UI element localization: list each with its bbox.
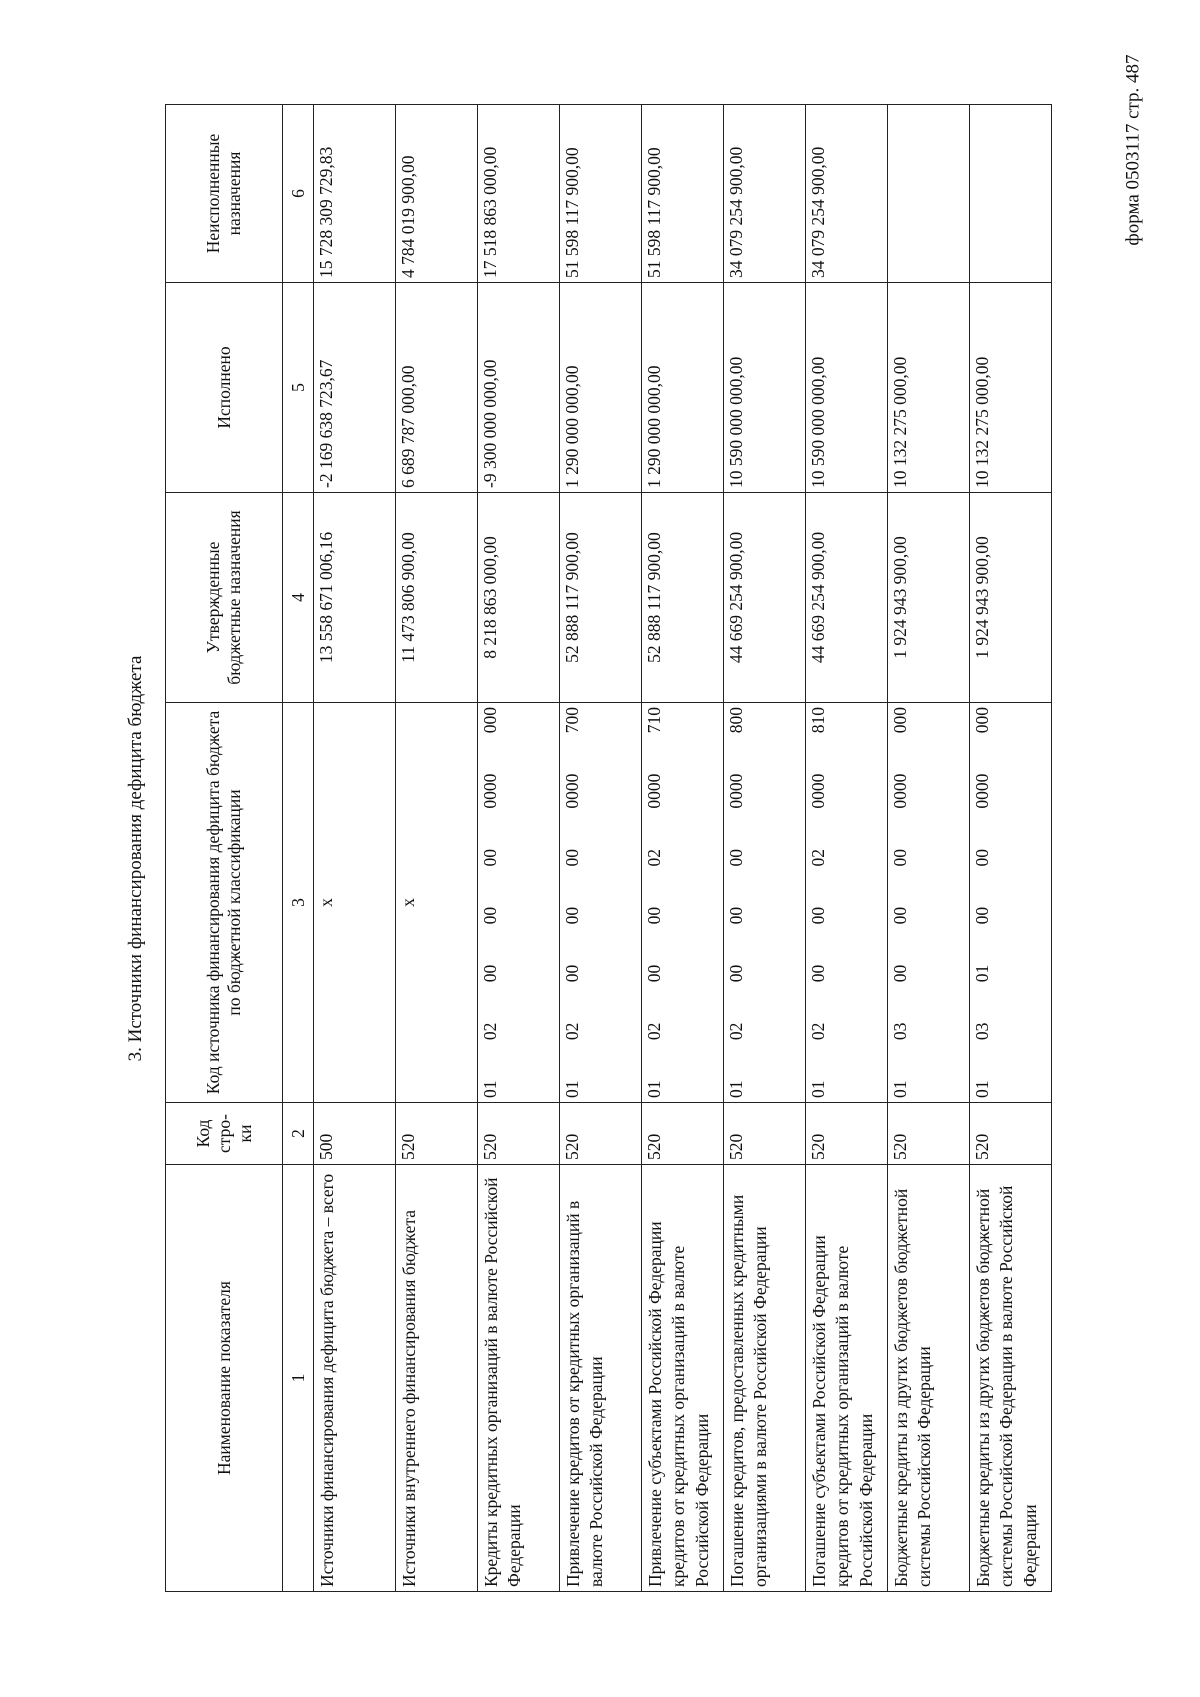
row-approved: 13 558 671 006,16 <box>314 493 396 703</box>
table-row <box>888 105 970 1592</box>
code-part: 03 <box>890 1022 910 1041</box>
code-part: 00 <box>562 964 582 983</box>
code-part: 00 <box>480 849 500 867</box>
row-executed: -9 300 000 000,00 <box>478 283 560 493</box>
row-line-code: 520 <box>560 1103 642 1165</box>
code-part: 0000 <box>972 773 992 809</box>
code-part: 00 <box>890 849 910 867</box>
row-executed: 10 590 000 000,00 <box>806 283 888 493</box>
col-number: 5 <box>283 283 314 493</box>
row-line-code: 520 <box>478 1103 560 1165</box>
code-part: 01 <box>890 1080 910 1098</box>
code-part: 01 <box>972 964 992 983</box>
row-name: Привлечение кредитов от кредитных организаций в валюте Российской Федерации <box>560 1165 642 1592</box>
code-parts <box>890 707 911 1098</box>
row-unexecuted: 15 728 309 729,83 <box>314 105 396 283</box>
row-executed: 1 290 000 000,00 <box>642 283 724 493</box>
col-header-name: Наименование показателя <box>166 1165 283 1592</box>
row-line-code: 520 <box>970 1103 1052 1165</box>
code-part: 700 <box>562 707 582 734</box>
code-part: 03 <box>972 1022 992 1041</box>
code-part: 00 <box>562 906 582 925</box>
row-name: Погашение субъектами Российской Федерации кредитов от кредитных организаций в валюте Российской Федерации <box>806 1165 888 1592</box>
row-approved: 44 669 254 900,00 <box>724 493 806 703</box>
code-part: 0000 <box>562 773 582 809</box>
code-part: 000 <box>972 707 992 734</box>
row-line-code: 520 <box>396 1103 478 1165</box>
code-parts <box>480 707 501 1098</box>
code-part: 00 <box>890 906 910 925</box>
code-part: x <box>398 898 418 907</box>
code-part: 00 <box>644 964 664 983</box>
code-part: 00 <box>726 849 746 867</box>
code-part: 810 <box>808 707 828 734</box>
row-unexecuted <box>888 105 970 283</box>
row-source-code <box>806 703 888 1103</box>
table-row <box>806 105 888 1592</box>
row-approved: 52 888 117 900,00 <box>642 493 724 703</box>
col-header-approved: Утвержденные бюджетные назначения <box>166 493 283 703</box>
form-label-text: форма 0503117 стр. 487 <box>1123 54 1144 246</box>
row-name: Бюджетные кредиты из других бюджетов бюджетной системы Российской Федерации в валюте Российской Федерации <box>970 1165 1052 1592</box>
row-executed: 1 290 000 000,00 <box>560 283 642 493</box>
row-source-code <box>970 703 1052 1103</box>
col-header-source-code: Код источника финансирования дефицита бюджета по бюджетной классификации <box>166 703 283 1103</box>
row-name: Источники внутреннего финансирования бюджета <box>396 1165 478 1592</box>
code-part: 01 <box>726 1080 746 1098</box>
code-part: 00 <box>726 964 746 983</box>
row-unexecuted <box>970 105 1052 283</box>
code-part: 02 <box>644 849 664 867</box>
row-unexecuted: 17 518 863 000,00 <box>478 105 560 283</box>
row-approved: 11 473 806 900,00 <box>396 493 478 703</box>
code-parts <box>972 707 993 1098</box>
col-header-executed: Исполнено <box>166 283 283 493</box>
code-part: 00 <box>644 906 664 925</box>
code-part: 800 <box>726 707 746 734</box>
code-part: 02 <box>726 1022 746 1041</box>
code-part: 00 <box>726 906 746 925</box>
row-approved: 52 888 117 900,00 <box>560 493 642 703</box>
code-part: 710 <box>644 707 664 734</box>
row-unexecuted: 51 598 117 900,00 <box>642 105 724 283</box>
table-row <box>478 105 560 1592</box>
code-part: 0000 <box>890 773 910 809</box>
row-name: Погашение кредитов, предоставленных кредитными организациями в валюте Российской Федерации <box>724 1165 806 1592</box>
code-part: 02 <box>644 1022 664 1041</box>
table-row <box>396 105 478 1592</box>
table-row <box>642 105 724 1592</box>
financing-sources-table <box>165 104 1052 1592</box>
col-number: 3 <box>283 703 314 1103</box>
code-part: 00 <box>890 964 910 983</box>
code-part: 01 <box>808 1080 828 1098</box>
row-source-code <box>314 703 396 1103</box>
row-executed: 6 689 787 000,00 <box>396 283 478 493</box>
row-unexecuted: 34 079 254 900,00 <box>806 105 888 283</box>
row-source-code <box>478 703 560 1103</box>
table-title: 3. Источники финансирования дефицита бюджета <box>125 655 146 1062</box>
row-approved: 1 924 943 900,00 <box>888 493 970 703</box>
code-part: 00 <box>808 964 828 983</box>
code-part: 01 <box>562 1080 582 1098</box>
row-line-code: 520 <box>724 1103 806 1165</box>
code-part: 00 <box>808 906 828 925</box>
table-body <box>314 105 1052 1592</box>
row-executed: 10 132 275 000,00 <box>888 283 970 493</box>
row-unexecuted: 4 784 019 900,00 <box>396 105 478 283</box>
code-part: x <box>316 898 336 907</box>
code-parts <box>726 707 747 1098</box>
code-part: 00 <box>972 906 992 925</box>
code-part: 02 <box>480 1022 500 1041</box>
col-number: 6 <box>283 105 314 283</box>
code-part: 01 <box>644 1080 664 1098</box>
row-executed: 10 132 275 000,00 <box>970 283 1052 493</box>
code-part: 00 <box>972 849 992 867</box>
code-parts <box>644 707 665 1098</box>
row-source-code <box>888 703 970 1103</box>
table-row <box>724 105 806 1592</box>
row-line-code: 520 <box>888 1103 970 1165</box>
code-part: 0000 <box>808 773 828 809</box>
code-part: 02 <box>808 1022 828 1041</box>
code-part: 00 <box>562 849 582 867</box>
code-part: 00 <box>480 964 500 983</box>
row-line-code: 520 <box>806 1103 888 1165</box>
row-line-code: 520 <box>642 1103 724 1165</box>
rotated-page <box>40 60 1160 1657</box>
table-row <box>560 105 642 1592</box>
code-parts <box>562 707 583 1098</box>
row-source-code <box>724 703 806 1103</box>
code-part: 02 <box>562 1022 582 1041</box>
code-part: 0000 <box>480 773 500 809</box>
row-unexecuted: 51 598 117 900,00 <box>560 105 642 283</box>
row-source-code <box>396 703 478 1103</box>
row-approved: 8 218 863 000,00 <box>478 493 560 703</box>
row-line-code: 500 <box>314 1103 396 1165</box>
row-executed: -2 169 638 723,67 <box>314 283 396 493</box>
code-part: 0000 <box>644 773 664 809</box>
code-part: 01 <box>480 1080 500 1098</box>
code-part: 0000 <box>726 773 746 809</box>
row-approved: 44 669 254 900,00 <box>806 493 888 703</box>
table-row <box>970 105 1052 1592</box>
row-source-code <box>560 703 642 1103</box>
code-part: 000 <box>480 707 500 734</box>
col-header-line-code: Код стро-ки <box>166 1103 283 1165</box>
row-executed: 10 590 000 000,00 <box>724 283 806 493</box>
col-number: 4 <box>283 493 314 703</box>
row-name: Привлечение субъектами Российской Федерации кредитов от кредитных организаций в валюте Российской Федерации <box>642 1165 724 1592</box>
row-unexecuted: 34 079 254 900,00 <box>724 105 806 283</box>
table-row <box>314 105 396 1592</box>
row-name: Источники финансирования дефицита бюджета – всего <box>314 1165 396 1592</box>
col-number: 2 <box>283 1103 314 1165</box>
row-name: Бюджетные кредиты из других бюджетов бюджетной системы Российской Федерации <box>888 1165 970 1592</box>
row-name: Кредиты кредитных организаций в валюте Российской Федерации <box>478 1165 560 1592</box>
code-parts <box>808 707 829 1098</box>
col-number: 1 <box>283 1165 314 1592</box>
code-part: 000 <box>890 707 910 734</box>
row-source-code <box>642 703 724 1103</box>
row-approved: 1 924 943 900,00 <box>970 493 1052 703</box>
code-part: 00 <box>480 906 500 925</box>
code-part: 01 <box>972 1080 992 1098</box>
col-header-unexecuted: Неисполненные назначения <box>166 105 283 283</box>
code-part: 02 <box>808 849 828 867</box>
